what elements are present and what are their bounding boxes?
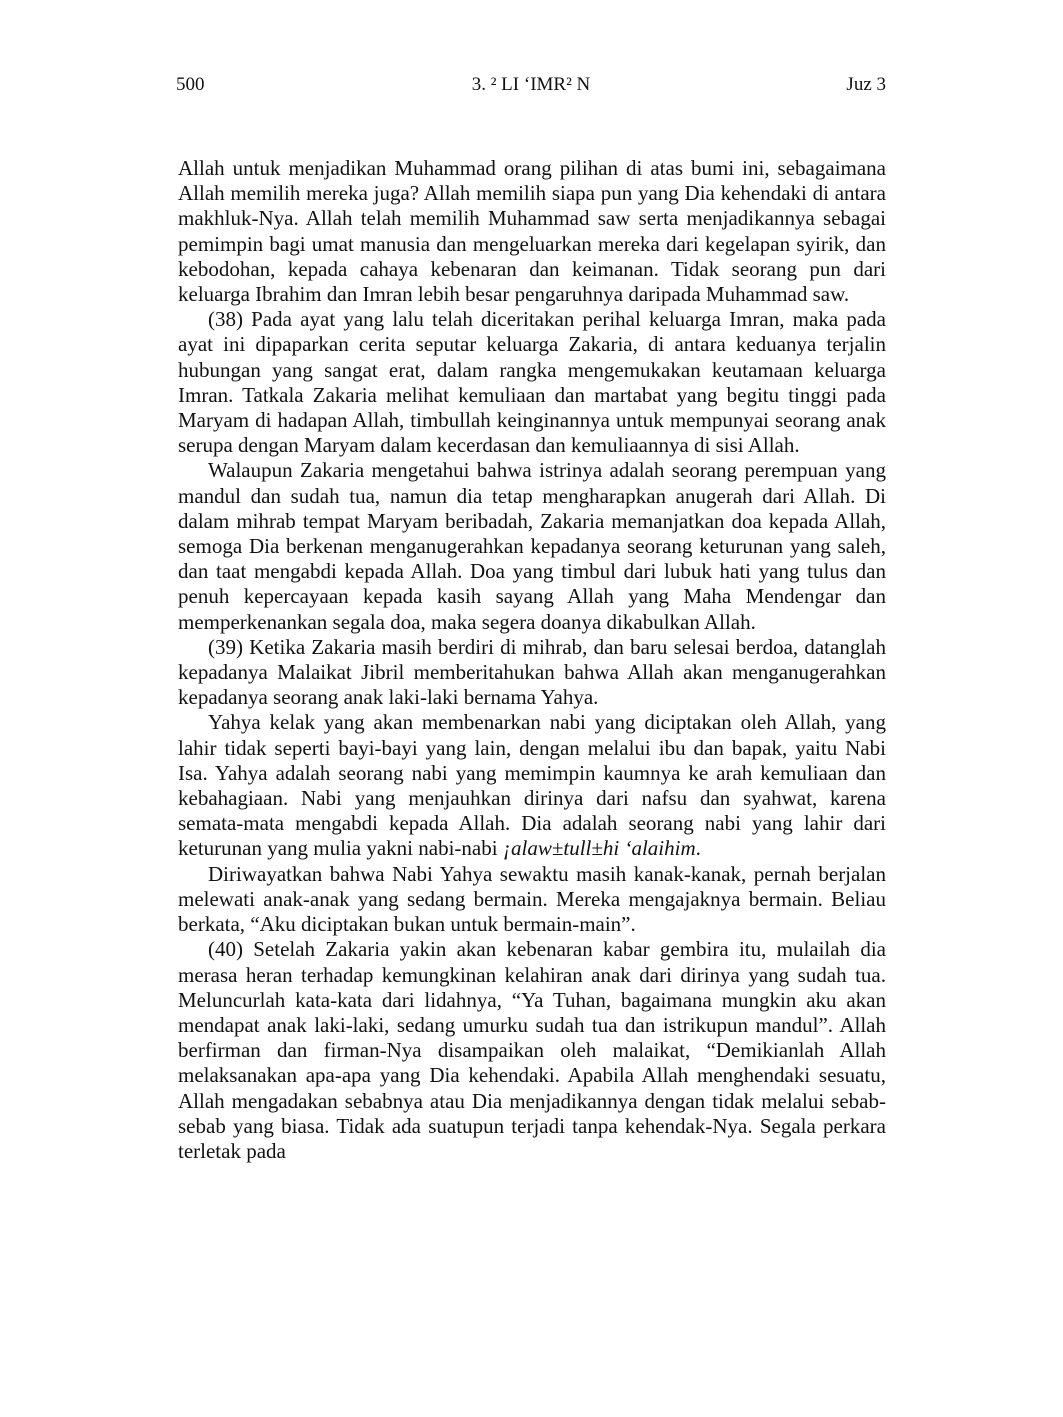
arabic-transliteration: ¡alaw±tull±hi ‘alaihim [502,836,696,861]
body-text [178,156,886,1164]
paragraph-continuation: Allah untuk menjadikan Muhammad orang pilihan di atas bumi ini, sebagaimana Allah memilih mereka juga? Allah memilih siapa pun yang Dia kehendaki di antara makhluk-Nya. Allah telah memilih Muhammad saw serta menjadikannya sebagai pemimpin bagi umat manusia dan mengeluarkan mereka dari kegelapan syirik, dan kebodohan, kepada cahaya kebenaran dan keimanan. Tidak seorang pun dari keluarga Ibrahim dan Imran lebih besar pengaruhnya daripada Muhammad saw. [178,156,886,307]
paragraph-verse-40: (40) Setelah Zakaria yakin akan kebenaran kabar gembira itu, mulailah dia merasa heran terhadap kemungkinan kelahiran anak dari dirinya yang sudah tua. Meluncurlah kata-kata dari lidahnya, “Ya Tuhan, bagaimana mungkin aku akan mendapat anak laki-laki, sedang umurku sudah tua dan istrikupun mandul”. Allah berfirman dan firman-Nya disampaikan oleh malaikat, “Demikianlah Allah melaksanakan apa-apa yang Dia kehendaki. Apabila Allah menghendaki sesuatu, Allah mengadakan sebabnya atau Dia menjadikannya dengan tidak melalui sebab-sebab yang biasa. Tidak ada suatupun terjadi tanpa kehendak-Nya. Segala perkara terletak pada [178,937,886,1163]
paragraph-yahya-childhood: Diriwayatkan bahwa Nabi Yahya sewaktu masih kanak-kanak, pernah berjalan melewati anak-anak yang sedang bermain. Mereka mengajaknya bermain. Beliau berkata, “Aku diciptakan bukan untuk bermain-main”. [178,861,886,937]
paragraph-yahya [178,710,886,861]
paragraph-verse-38: (38) Pada ayat yang lalu telah diceritakan perihal keluarga Imran, maka pada ayat ini dipaparkan cerita seputar keluarga Zakaria, di antara keduanya terjalin hubungan yang sangat erat, dalam rangka mengemukakan keutamaan keluarga Imran. Tatkala Zakaria melihat kemuliaan dan martabat yang begitu tinggi pada Maryam di hadapan Allah, timbullah keinginannya untuk mempunyai seorang anak serupa dengan Maryam dalam kecerdasan dan kemuliaannya di sisi Allah. [178,307,886,458]
paragraph-zakaria-prayer: Walaupun Zakaria mengetahui bahwa istrinya adalah seorang perempuan yang mandul dan sudah tua, namun dia tetap mengharapkan anugerah dari Allah. Di dalam mihrab tempat Maryam beribadah, Zakaria memanjatkan doa kepada Allah, semoga Dia berkenan menganugerahkan kepadanya seorang keturunan yang saleh, dan taat mengabdi kepada Allah. Doa yang timbul dari lubuk hati yang tulus dan penuh kepercayaan kepada kasih sayang Allah yang Maha Mendengar dan memperkenankan segala doa, maka segera doanya dikabulkan Allah. [178,458,886,634]
paragraph-verse-39: (39) Ketika Zakaria masih berdiri di mihrab, dan baru selesai berdoa, datanglah kepadanya Malaikat Jibril memberitahukan bahwa Allah akan menganugerahkan kepadanya seorang anak laki-laki bernama Yahya. [178,634,886,710]
paragraph-yahya-tail: . [695,836,701,861]
page-number: 500 [176,74,205,95]
running-header [176,72,886,98]
paragraph-yahya-text: Yahya kelak yang akan membenarkan nabi yang diciptakan oleh Allah, yang lahir tidak seperti bayi-bayi yang lain, dengan melalui ibu dan bapak, yaitu Nabi Isa. Yahya adalah seorang nabi yang memimpin kaumnya ke arah kemuliaan dan kebahagiaan. Nabi yang menjauhkan dirinya dari nafsu dan syahwat, karena semata-mata mengabdi kepada Allah. Dia adalah seorang nabi yang lahir dari keturunan yang mulia yakni nabi-nabi [178,710,886,861]
chapter-title: 3. ² LI ‘IMR² N [471,74,591,95]
juz-label: Juz 3 [846,74,886,95]
